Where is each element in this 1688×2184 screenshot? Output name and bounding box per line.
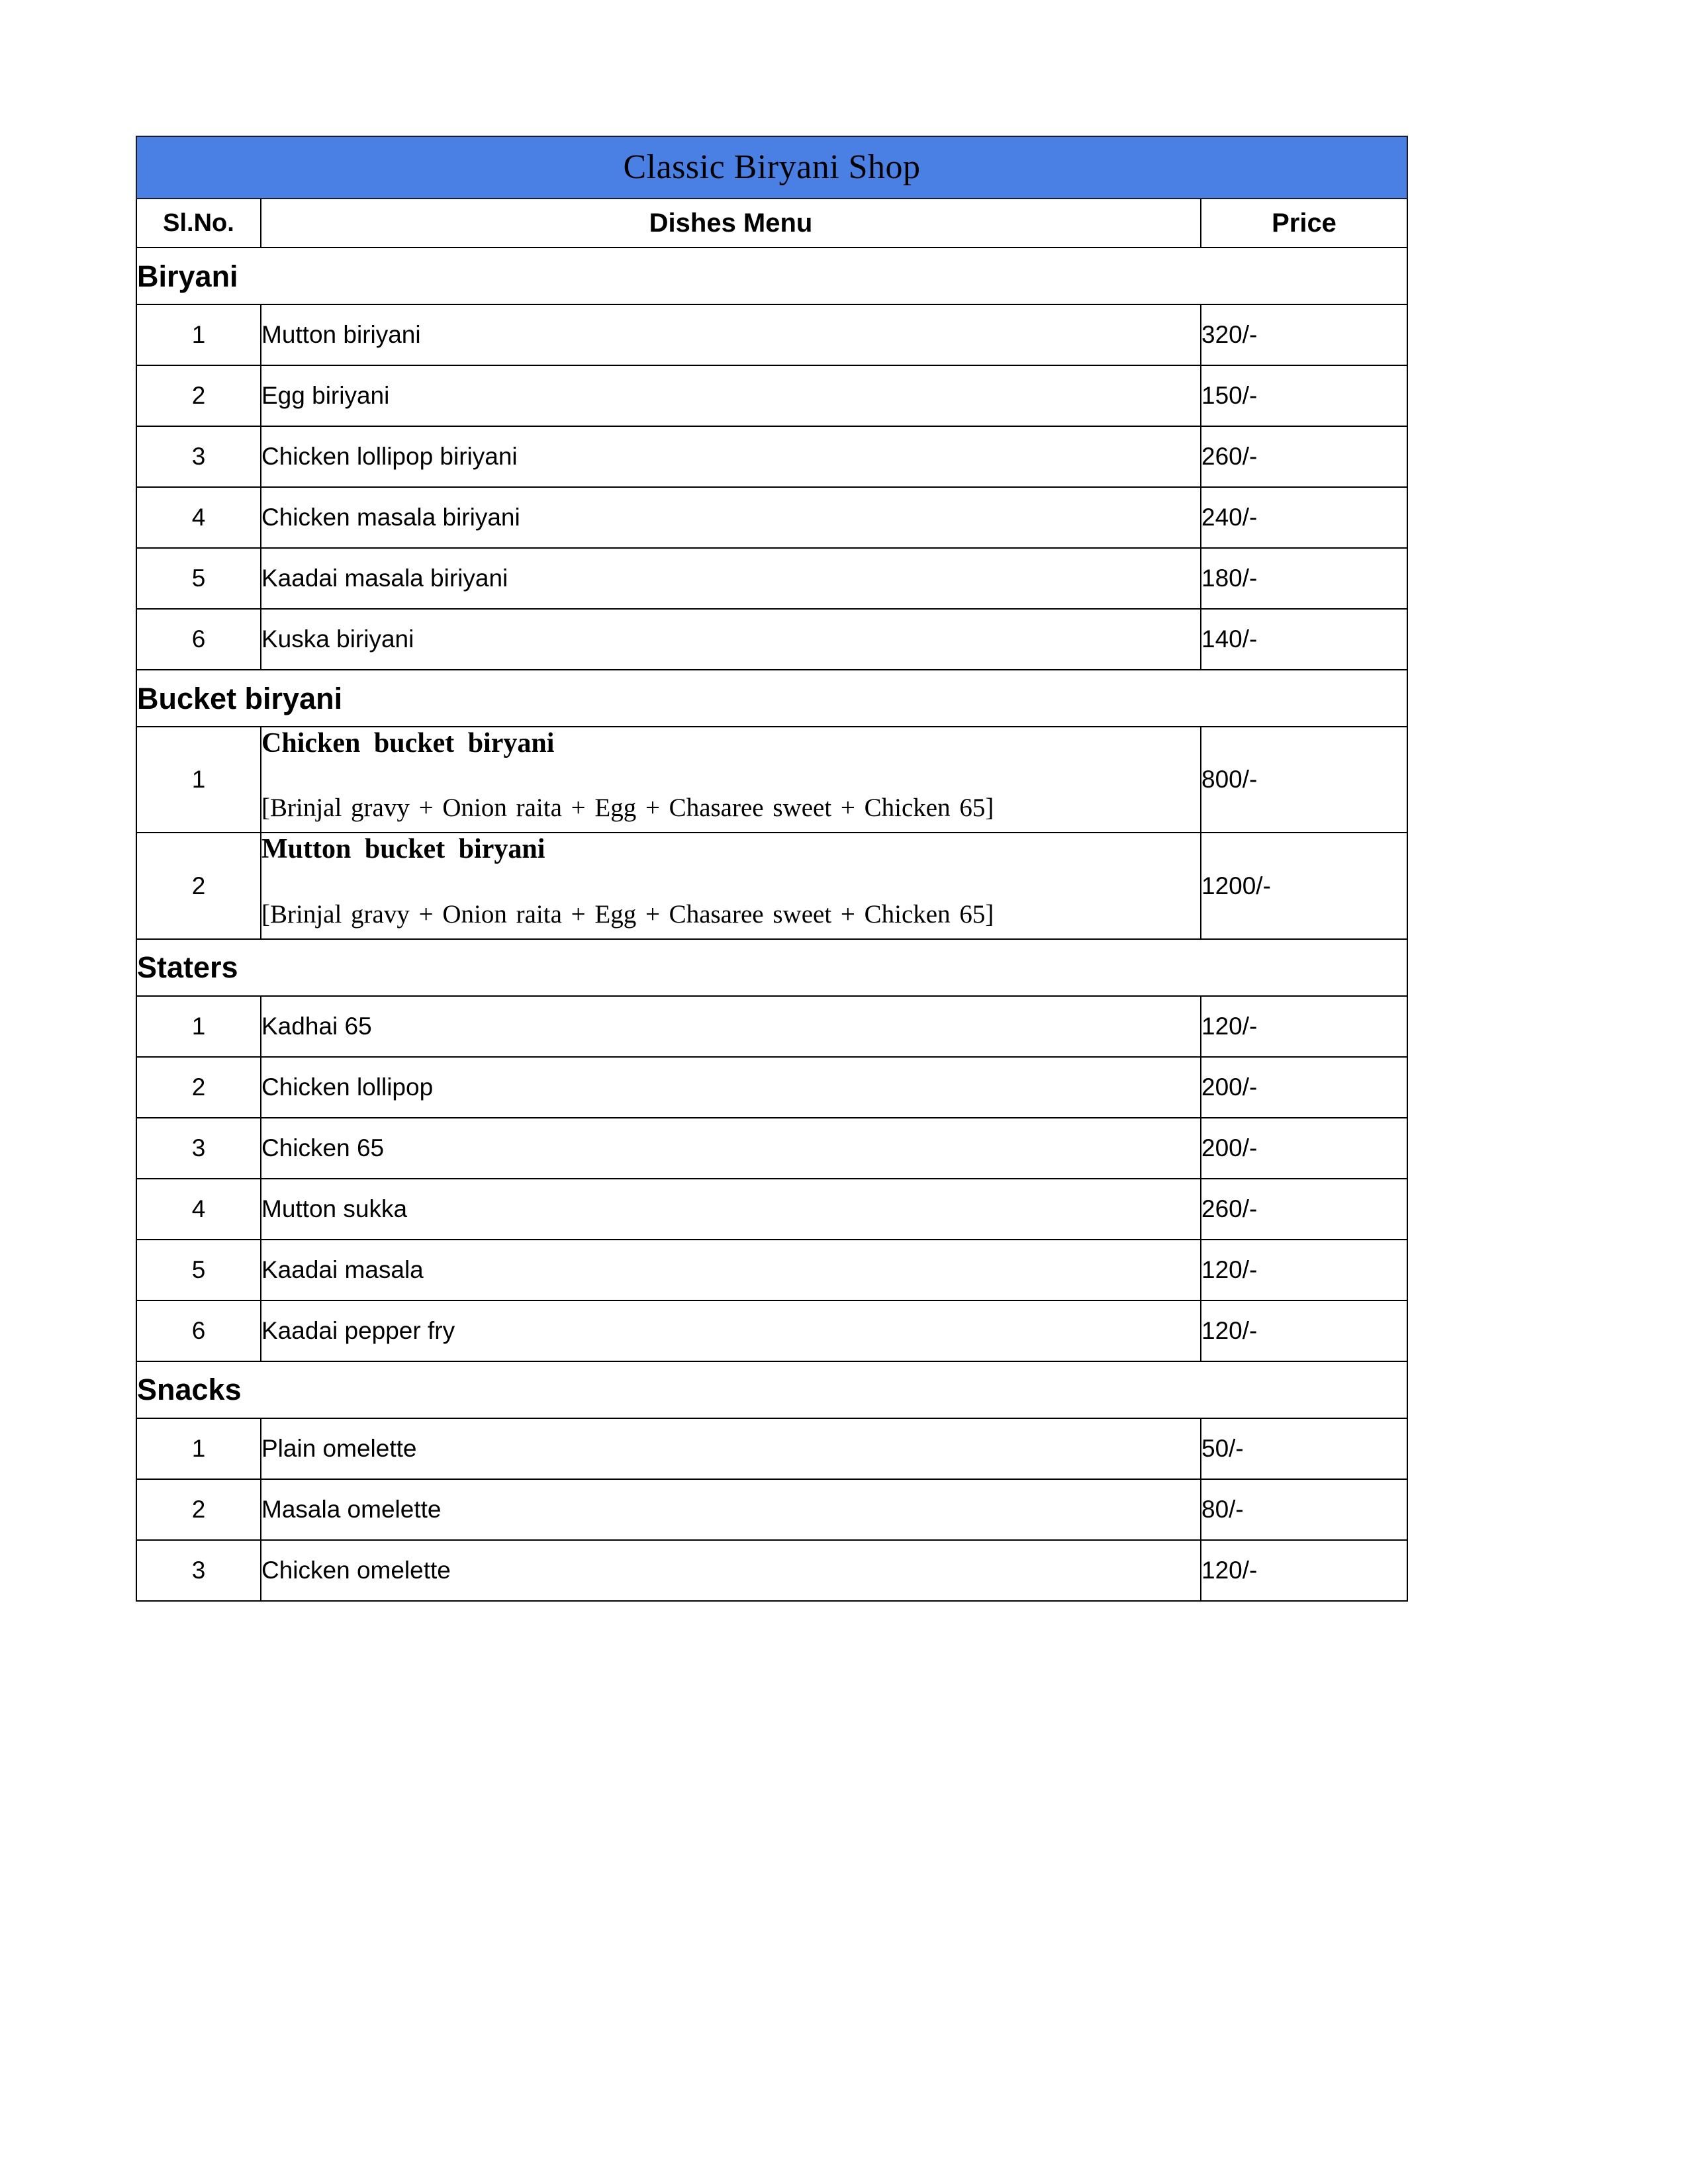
cell-slno: 3 [136,426,261,487]
column-header-dishes: Dishes Menu [261,199,1201,248]
cell-slno: 2 [136,365,261,426]
cell-price: 140/- [1201,609,1407,670]
cell-price: 150/- [1201,365,1407,426]
section-title: Bucket biryani [137,681,343,715]
cell-slno: 5 [136,1240,261,1300]
section-header-row [136,939,1407,996]
table-row [136,365,1407,426]
cell-price: 180/- [1201,548,1407,609]
table-row [136,304,1407,365]
shop-title: Classic Biryani Shop [623,148,921,186]
cell-slno: 5 [136,548,261,609]
dish-description: [Brinjal gravy + Onion raita + Egg + Chasaree sweet + Chicken 65] [261,899,994,929]
cell-dish: Mutton biriyani [261,304,1201,365]
section-header-row [136,248,1407,304]
cell-price: 200/- [1201,1057,1407,1118]
cell-dish: Chicken lollipop biriyani [261,426,1201,487]
cell-price: 260/- [1201,426,1407,487]
cell-dish: Chicken masala biriyani [261,487,1201,548]
cell-dish: Plain omelette [261,1418,1201,1479]
section-header-cell [136,1361,1407,1418]
table-row [136,1179,1407,1240]
cell-dish: Kuska biriyani [261,609,1201,670]
cell-slno: 4 [136,1179,261,1240]
cell-slno: 1 [136,304,261,365]
cell-slno: 1 [136,996,261,1057]
cell-dish: Kaadai pepper fry [261,1300,1201,1361]
cell-slno: 3 [136,1118,261,1179]
column-header-price: Price [1201,199,1407,248]
cell-slno: 6 [136,609,261,670]
cell-dish: Mutton sukka [261,1179,1201,1240]
table-row [136,487,1407,548]
table-row [136,1240,1407,1300]
cell-price: 80/- [1201,1479,1407,1540]
cell-price: 240/- [1201,487,1407,548]
dish-name: Chicken bucket biryani [261,728,555,758]
cell-slno: 1 [136,727,261,833]
dish-name: Mutton bucket biryani [261,834,545,865]
cell-dish: Chicken omelette [261,1540,1201,1601]
section-header-row [136,1361,1407,1418]
section-title: Staters [137,950,238,985]
cell-slno: 2 [136,1057,261,1118]
section-header-row [136,670,1407,727]
section-header-cell [136,670,1407,727]
table-row [136,609,1407,670]
table-row [136,426,1407,487]
table-row [136,1540,1407,1601]
cell-slno: 6 [136,1300,261,1361]
cell-price: 120/- [1201,1240,1407,1300]
table-row [136,833,1407,938]
cell-dish: Kaadai masala biriyani [261,548,1201,609]
cell-slno: 4 [136,487,261,548]
cell-price: 260/- [1201,1179,1407,1240]
cell-price: 1200/- [1201,833,1407,938]
table-row [136,1300,1407,1361]
cell-dish: Masala omelette [261,1479,1201,1540]
cell-price: 800/- [1201,727,1407,833]
table-row [136,548,1407,609]
cell-slno: 3 [136,1540,261,1601]
menu-table-container [136,136,1407,1602]
table-row [136,996,1407,1057]
cell-price: 120/- [1201,1300,1407,1361]
column-header-row [136,199,1407,248]
cell-price: 200/- [1201,1118,1407,1179]
cell-dish: Kadhai 65 [261,996,1201,1057]
menu-table [136,136,1408,1602]
section-header-cell [136,248,1407,304]
cell-price: 120/- [1201,1540,1407,1601]
cell-dish: Kaadai masala [261,1240,1201,1300]
section-title: Biryani [137,259,238,293]
cell-dish [261,727,1201,833]
shop-title-cell [136,136,1407,199]
cell-dish: Chicken lollipop [261,1057,1201,1118]
table-row [136,1057,1407,1118]
table-row [136,1479,1407,1540]
table-row [136,1118,1407,1179]
cell-dish: Egg biriyani [261,365,1201,426]
cell-price: 320/- [1201,304,1407,365]
table-row [136,727,1407,833]
cell-price: 120/- [1201,996,1407,1057]
dish-description: [Brinjal gravy + Onion raita + Egg + Chasaree sweet + Chicken 65] [261,794,994,823]
section-header-cell [136,939,1407,996]
menu-table-body [136,136,1407,1601]
column-header-slno: Sl.No. [136,199,261,248]
cell-slno: 2 [136,833,261,938]
cell-slno: 1 [136,1418,261,1479]
table-row [136,1418,1407,1479]
title-row [136,136,1407,199]
cell-slno: 2 [136,1479,261,1540]
cell-price: 50/- [1201,1418,1407,1479]
cell-dish [261,833,1201,938]
cell-dish: Chicken 65 [261,1118,1201,1179]
section-title: Snacks [137,1373,242,1407]
